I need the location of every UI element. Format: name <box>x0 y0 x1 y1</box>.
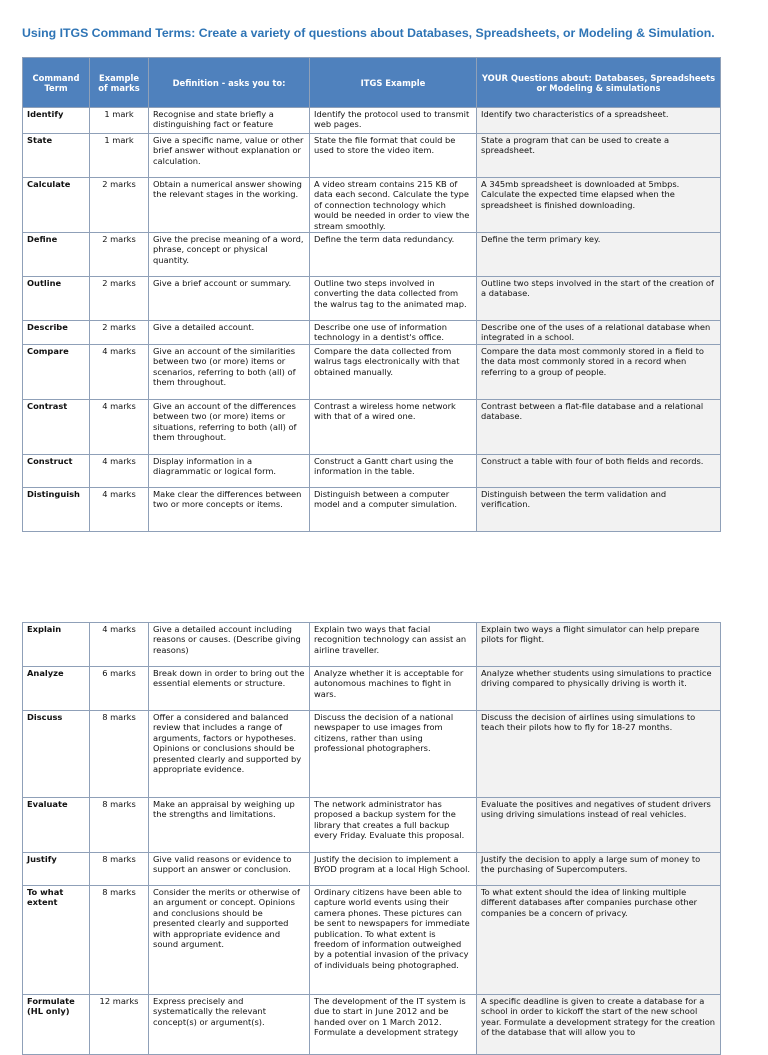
itgs-example-cell: Describe one use of information technology in a dentist's office. <box>310 321 477 345</box>
command-term-cell: Analyze <box>23 667 90 711</box>
your-question-cell: Justify the decision to apply a large sum of money to the purchasing of Supercomputers. <box>477 853 721 886</box>
itgs-example-cell: Outline two steps involved in converting the data collected from the walrus tag to the animated map. <box>310 277 477 321</box>
your-question-cell: A specific deadline is given to create a database for a school in order to kickoff the start of the new school year. Formulate a development strategy for the creation of the database that will allow you to <box>477 995 721 1055</box>
your-question-cell: Evaluate the positives and negatives of student drivers using driving simulations instead of real vehicles. <box>477 798 721 853</box>
table-row <box>23 321 721 345</box>
itgs-example-cell: A video stream contains 215 KB of data each second. Calculate the type of connection technology which would be needed in order to view the stream smoothly. <box>310 178 477 233</box>
your-question-cell: To what extent should the idea of linking multiple different databases after companies purchase other companies be a concern of privacy. <box>477 886 721 995</box>
marks-cell: 2 marks <box>90 277 149 321</box>
your-question-cell: Define the term primary key. <box>477 233 721 277</box>
marks-cell: 4 marks <box>90 399 149 454</box>
marks-cell: 8 marks <box>90 798 149 853</box>
definition-cell: Give an account of the similarities between two (or more) items or scenarios, referring to both (all) of them throughout. <box>149 344 310 399</box>
your-question-cell: State a program that can be used to create a spreadsheet. <box>477 134 721 178</box>
command-term-cell: Define <box>23 233 90 277</box>
your-question-cell: Contrast between a flat-file database and a relational database. <box>477 399 721 454</box>
definition-cell: Make clear the differences between two or more concepts or items. <box>149 487 310 531</box>
command-term-cell: Construct <box>23 454 90 487</box>
table-header-row <box>23 58 721 108</box>
itgs-example-cell: Discuss the decision of a national newspaper to use images from citizens, rather than using professional photographers. <box>310 711 477 798</box>
definition-cell: Obtain a numerical answer showing the relevant stages in the working. <box>149 178 310 233</box>
your-question-cell: Analyze whether students using simulations to practice driving compared to physically driving is worth it. <box>477 667 721 711</box>
command-term-cell: Identify <box>23 108 90 134</box>
marks-cell: 1 mark <box>90 134 149 178</box>
your-question-cell: Construct a table with four of both fields and records. <box>477 454 721 487</box>
table-row <box>23 798 721 853</box>
itgs-example-cell: State the file format that could be used to store the video item. <box>310 134 477 178</box>
definition-cell: Give a brief account or summary. <box>149 277 310 321</box>
definition-cell: Give a detailed account. <box>149 321 310 345</box>
itgs-example-cell: Analyze whether it is acceptable for autonomous machines to fight in wars. <box>310 667 477 711</box>
itgs-example-cell: Compare the data collected from walrus tags electronically with that obtained manually. <box>310 344 477 399</box>
itgs-example-cell: Identify the protocol used to transmit web pages. <box>310 108 477 134</box>
table-row <box>23 233 721 277</box>
itgs-example-cell: Distinguish between a computer model and a computer simulation. <box>310 487 477 531</box>
your-question-cell: Outline two steps involved in the start of the creation of a database. <box>477 277 721 321</box>
marks-cell: 4 marks <box>90 623 149 667</box>
itgs-example-cell: Define the term data redundancy. <box>310 233 477 277</box>
page-title: Using ITGS Command Terms: Create a variety of questions about Databases, Spreadsheets, or Modeling & Simulation. <box>22 26 715 40</box>
table-row <box>23 711 721 798</box>
marks-cell: 8 marks <box>90 711 149 798</box>
command-term-cell: State <box>23 134 90 178</box>
header-your-questions: YOUR Questions about: Databases, Spreadsheets or Modeling & simulations <box>477 58 721 108</box>
definition-cell: Give a detailed account including reasons or causes. (Describe giving reasons) <box>149 623 310 667</box>
marks-cell: 4 marks <box>90 487 149 531</box>
table-row <box>23 108 721 134</box>
marks-cell: 1 mark <box>90 108 149 134</box>
table-row <box>23 277 721 321</box>
definition-cell: Consider the merits or otherwise of an argument or concept. Opinions and conclusions should be presented clearly and supported with appropriate evidence and sound argument. <box>149 886 310 995</box>
marks-cell: 2 marks <box>90 321 149 345</box>
header-definition: Definition - asks you to: <box>149 58 310 108</box>
your-question-cell: A 345mb spreadsheet is downloaded at 5mbps. Calculate the expected time elapsed when the spreadsheet is finished downloading. <box>477 178 721 233</box>
itgs-example-cell: The development of the IT system is due to start in June 2012 and be handed over on 1 March 2012. Formulate a development strategy <box>310 995 477 1055</box>
marks-cell: 8 marks <box>90 886 149 995</box>
marks-cell: 2 marks <box>90 178 149 233</box>
table-row <box>23 134 721 178</box>
definition-cell: Give an account of the differences between two (or more) items or situations, referring to both (all) of them throughout. <box>149 399 310 454</box>
your-question-cell: Discuss the decision of airlines using simulations to teach their pilots how to fly for 18-27 months. <box>477 711 721 798</box>
your-question-cell: Identify two characteristics of a spreadsheet. <box>477 108 721 134</box>
table-row <box>23 853 721 886</box>
definition-cell: Offer a considered and balanced review that includes a range of arguments, factors or hypotheses. Opinions or conclusions should be presented clearly and supported by appropriate evidence. <box>149 711 310 798</box>
definition-cell: Display information in a diagrammatic or logical form. <box>149 454 310 487</box>
marks-cell: 6 marks <box>90 667 149 711</box>
itgs-example-cell: Explain two ways that facial recognition technology can assist an airline traveller. <box>310 623 477 667</box>
itgs-example-cell: Construct a Gantt chart using the information in the table. <box>310 454 477 487</box>
table-row <box>23 487 721 531</box>
definition-cell: Give a specific name, value or other brief answer without explanation or calculation. <box>149 134 310 178</box>
marks-cell: 4 marks <box>90 344 149 399</box>
command-term-cell: Distinguish <box>23 487 90 531</box>
command-term-cell: Describe <box>23 321 90 345</box>
command-term-cell: Outline <box>23 277 90 321</box>
definition-cell: Recognise and state briefly a distinguishing fact or feature <box>149 108 310 134</box>
command-term-cell: Formulate (HL only) <box>23 995 90 1055</box>
definition-cell: Give the precise meaning of a word, phrase, concept or physical quantity. <box>149 233 310 277</box>
itgs-example-cell: The network administrator has proposed a backup system for the library that creates a full backup every Friday. Evaluate this proposal. <box>310 798 477 853</box>
table-row <box>23 399 721 454</box>
marks-cell: 2 marks <box>90 233 149 277</box>
header-command-term: Command Term <box>23 58 90 108</box>
header-itgs-example: ITGS Example <box>310 58 477 108</box>
command-term-cell: To what extent <box>23 886 90 995</box>
marks-cell: 8 marks <box>90 853 149 886</box>
your-question-cell: Explain two ways a flight simulator can help prepare pilots for flight. <box>477 623 721 667</box>
definition-cell: Give valid reasons or evidence to support an answer or conclusion. <box>149 853 310 886</box>
marks-cell: 12 marks <box>90 995 149 1055</box>
table-row <box>23 454 721 487</box>
itgs-example-cell: Ordinary citizens have been able to capture world events using their camera phones. These pictures can be sent to newspapers for immediate publication. To what extent is freedom of information outweighed by a potential invasion of the privacy of individuals being photographed. <box>310 886 477 995</box>
command-term-cell: Discuss <box>23 711 90 798</box>
command-terms-table-1 <box>22 57 721 532</box>
marks-cell: 4 marks <box>90 454 149 487</box>
definition-cell: Make an appraisal by weighing up the strengths and limitations. <box>149 798 310 853</box>
itgs-example-cell: Justify the decision to implement a BYOD program at a local High School. <box>310 853 477 886</box>
table-row <box>23 886 721 995</box>
table-row <box>23 344 721 399</box>
command-term-cell: Calculate <box>23 178 90 233</box>
command-term-cell: Explain <box>23 623 90 667</box>
table-row <box>23 178 721 233</box>
definition-cell: Break down in order to bring out the essential elements or structure. <box>149 667 310 711</box>
command-terms-table-2 <box>22 622 721 1055</box>
table-row <box>23 623 721 667</box>
your-question-cell: Compare the data most commonly stored in a field to the data most commonly stored in a record when referring to a group of people. <box>477 344 721 399</box>
header-example-marks: Example of marks <box>90 58 149 108</box>
definition-cell: Express precisely and systematically the relevant concept(s) or argument(s). <box>149 995 310 1055</box>
your-question-cell: Distinguish between the term validation and verification. <box>477 487 721 531</box>
table-row <box>23 995 721 1055</box>
command-term-cell: Contrast <box>23 399 90 454</box>
table-row <box>23 667 721 711</box>
command-term-cell: Evaluate <box>23 798 90 853</box>
command-term-cell: Compare <box>23 344 90 399</box>
your-question-cell: Describe one of the uses of a relational database when integrated in a school. <box>477 321 721 345</box>
itgs-example-cell: Contrast a wireless home network with that of a wired one. <box>310 399 477 454</box>
command-term-cell: Justify <box>23 853 90 886</box>
